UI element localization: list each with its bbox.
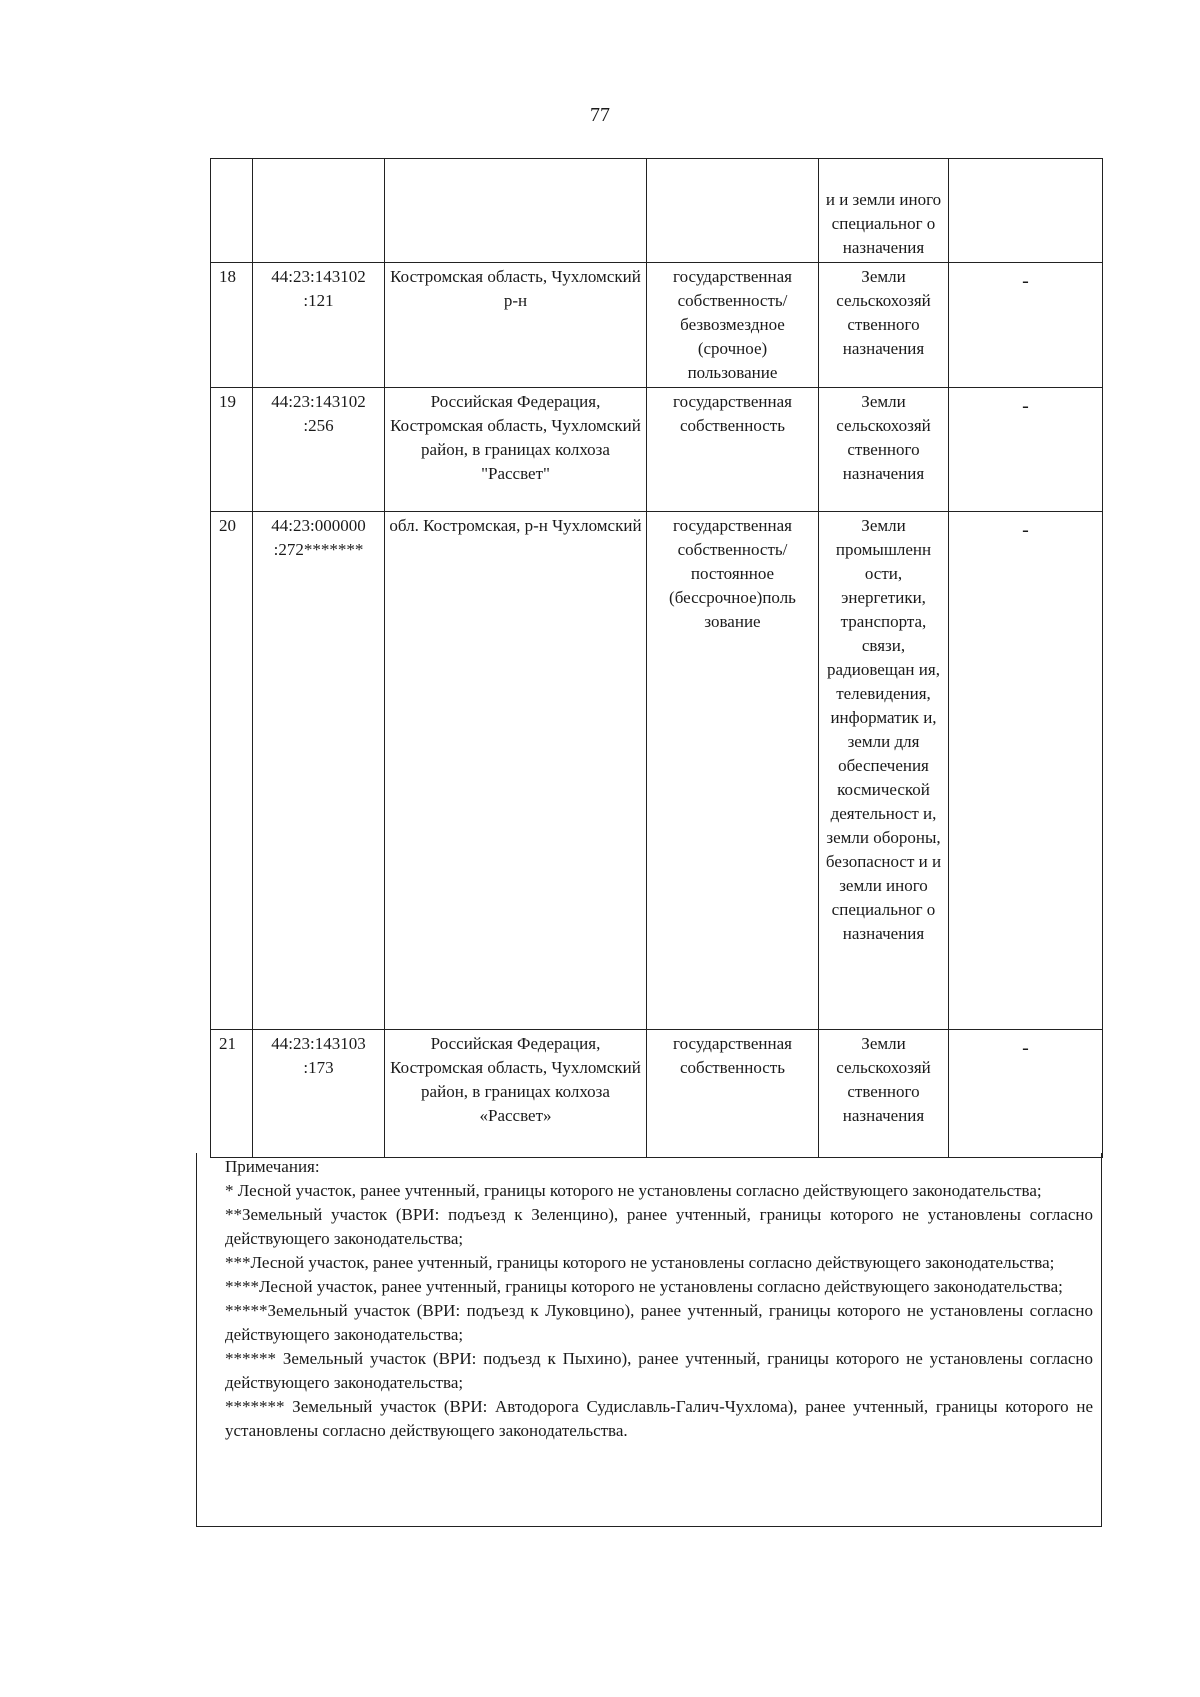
- cadastral-number-cell: [253, 159, 385, 263]
- row-number-cell: 21: [211, 1030, 253, 1158]
- encumbrance-cell: -: [949, 1030, 1103, 1158]
- row-number-cell: 18: [211, 263, 253, 388]
- encumbrance-cell: -: [949, 388, 1103, 512]
- table-row: [211, 388, 1103, 512]
- encumbrance-cell: [949, 159, 1103, 263]
- row-number-cell: 19: [211, 388, 253, 512]
- notes-title: Примечания:: [225, 1157, 320, 1176]
- notes-section: [196, 1153, 1102, 1527]
- ownership-cell: государственная собственность: [647, 1030, 819, 1158]
- address-cell: Российская Федерация, Костромская область, Чухломский район, в границах колхоза «Рассвет»: [385, 1030, 647, 1158]
- address-cell: Российская Федерация, Костромская область, Чухломский район, в границах колхоза "Рассвет": [385, 388, 647, 512]
- land-category-cell: Земли промышленн ости, энергетики, транспорта, связи, радиовещан ия, телевидения, информатик и, земли для обеспечения космической деятельност и, земли обороны, безопасност и и земли иного специальног о назначения: [819, 512, 949, 1030]
- ownership-cell: [647, 159, 819, 263]
- encumbrance-cell: -: [949, 512, 1103, 1030]
- land-category-cell: и и земли иного специальног о назначения: [819, 159, 949, 263]
- land-category-cell: Земли сельскохозяй ственного назначения: [819, 388, 949, 512]
- address-cell: [385, 159, 647, 263]
- note-item: ****** Земельный участок (ВРИ: подъезд к Пыхино), ранее учтенный, границы которого не установлены согласно действующего законодательства;: [225, 1349, 1093, 1392]
- row-number-cell: [211, 159, 253, 263]
- table-row: [211, 159, 1103, 263]
- cadastral-number-cell: 44:23:143102 :256: [253, 388, 385, 512]
- cadastral-number-cell: 44:23:143103 :173: [253, 1030, 385, 1158]
- address-cell: обл. Костромская, р-н Чухломский: [385, 512, 647, 1030]
- table-row: [211, 512, 1103, 1030]
- note-item: **Земельный участок (ВРИ: подъезд к Зеленцино), ранее учтенный, границы которого не установлены согласно действующего законодательства;: [225, 1205, 1093, 1248]
- ownership-cell: государственная собственность/ постоянное (бессрочное)поль зование: [647, 512, 819, 1030]
- table-row: [211, 1030, 1103, 1158]
- note-item: ****Лесной участок, ранее учтенный, границы которого не установлены согласно действующего законодательства;: [225, 1277, 1063, 1296]
- land-category-cell: Земли сельскохозяй ственного назначения: [819, 263, 949, 388]
- land-plots-table: [210, 158, 1103, 1158]
- ownership-cell: государственная собственность/ безвозмездное (срочное) пользование: [647, 263, 819, 388]
- land-category-cell: Земли сельскохозяй ственного назначения: [819, 1030, 949, 1158]
- note-item: * Лесной участок, ранее учтенный, границы которого не установлены согласно действующего законодательства;: [225, 1181, 1042, 1200]
- note-item: *****Земельный участок (ВРИ: подъезд к Луковцино), ранее учтенный, границы которого не установлены согласно действующего законодательства;: [225, 1301, 1093, 1344]
- row-number-cell: 20: [211, 512, 253, 1030]
- table-row: [211, 263, 1103, 388]
- cadastral-number-cell: 44:23:143102 :121: [253, 263, 385, 388]
- encumbrance-cell: -: [949, 263, 1103, 388]
- note-item: ******* Земельный участок (ВРИ: Автодорога Судиславль-Галич-Чухлома), ранее учтенный, границы которого не установлены согласно действующего законодательства.: [225, 1397, 1093, 1440]
- note-item: ***Лесной участок, ранее учтенный, границы которого не установлены согласно действующего законодательства;: [225, 1253, 1055, 1272]
- cadastral-number-cell: 44:23:000000 :272*******: [253, 512, 385, 1030]
- address-cell: Костромская область, Чухломский р-н: [385, 263, 647, 388]
- ownership-cell: государственная собственность: [647, 388, 819, 512]
- page-number: 77: [590, 104, 610, 126]
